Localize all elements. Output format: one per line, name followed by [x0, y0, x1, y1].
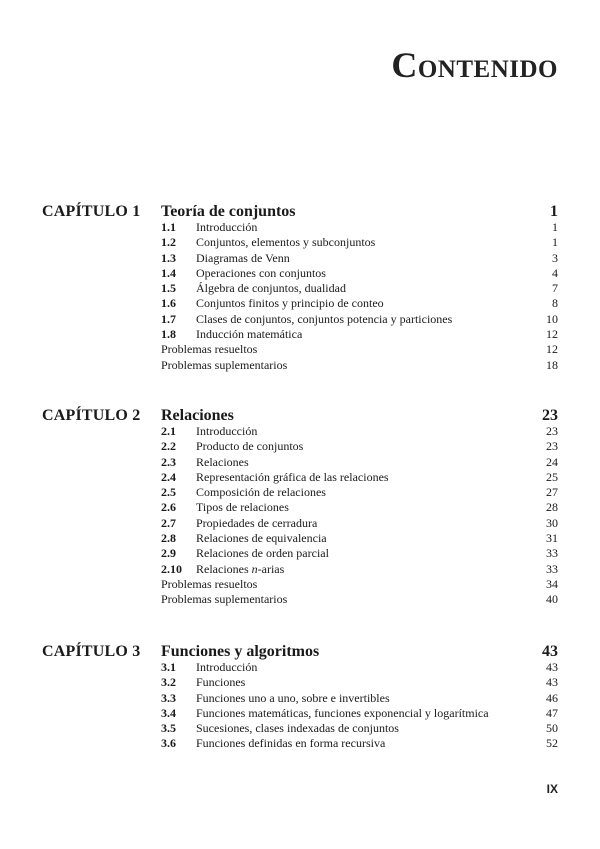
section-number: 1.7	[161, 311, 176, 326]
section-number: 2.7	[161, 515, 176, 530]
page-title: Contenido	[391, 45, 558, 85]
section-number: 2.9	[161, 546, 176, 561]
toc-entry[interactable]	[161, 691, 558, 706]
section-number: 2.2	[161, 439, 176, 454]
chapter-title: Teoría de conjuntos	[161, 203, 296, 220]
section-title: Operaciones con conjuntos	[196, 265, 326, 280]
extra-page-number: 12	[546, 342, 558, 357]
toc-entry[interactable]	[161, 266, 558, 281]
toc-entry[interactable]	[161, 660, 558, 675]
section-number: 1.3	[161, 250, 176, 265]
section-title: Representación gráfica de las relaciones	[196, 469, 389, 484]
toc-entry[interactable]	[161, 470, 558, 485]
section-page-number: 1	[552, 220, 558, 234]
section-number: 2.8	[161, 531, 176, 546]
extra-title: Problemas resueltos	[161, 342, 258, 357]
toc-extra-entry[interactable]	[161, 577, 558, 592]
section-page-number: 28	[546, 500, 558, 515]
section-page-number: 7	[552, 281, 558, 296]
toc-entry[interactable]	[161, 455, 558, 470]
section-title: Inducción matemática	[196, 327, 303, 342]
toc-extra-entry[interactable]	[161, 592, 558, 607]
page-number: IX	[546, 782, 558, 796]
section-list	[161, 424, 558, 608]
section-page-number: 47	[546, 705, 558, 720]
section-page-number: 43	[546, 675, 558, 690]
section-title: Clases de conjuntos, conjuntos potencia y particiones	[196, 311, 453, 326]
section-page-number: 25	[546, 469, 558, 484]
section-title: Sucesiones, clases indexadas de conjuntos	[196, 721, 399, 736]
section-title: Relaciones	[196, 454, 249, 469]
section-number: 1.4	[161, 265, 176, 280]
section-number: 2.4	[161, 469, 176, 484]
section-page-number: 43	[546, 660, 558, 674]
section-page-number: 23	[546, 439, 558, 454]
toc-entry[interactable]	[161, 546, 558, 561]
section-title: Composición de relaciones	[196, 485, 326, 500]
chapter-label: CAPÍTULO 2	[42, 407, 141, 424]
extra-title: Problemas resueltos	[161, 576, 258, 591]
toc-entry[interactable]	[161, 235, 558, 250]
toc-entry[interactable]	[161, 675, 558, 690]
section-number: 1.2	[161, 235, 176, 250]
section-page-number: 31	[546, 531, 558, 546]
section-page-number: 33	[546, 546, 558, 561]
section-number: 1.6	[161, 296, 176, 311]
section-page-number: 27	[546, 485, 558, 500]
section-page-number: 10	[546, 311, 558, 326]
section-title: Introducción	[196, 424, 258, 438]
toc-entry[interactable]	[161, 516, 558, 531]
section-number: 2.3	[161, 454, 176, 469]
section-title: Propiedades de cerradura	[196, 515, 318, 530]
section-list	[161, 660, 558, 752]
section-page-number: 30	[546, 515, 558, 530]
section-title: Diagramas de Venn	[196, 250, 290, 265]
section-number: 1.1	[161, 220, 176, 234]
toc-entry[interactable]	[161, 439, 558, 454]
section-title: Introducción	[196, 220, 258, 234]
section-number: 2.5	[161, 485, 176, 500]
section-page-number: 12	[546, 327, 558, 342]
section-page-number: 50	[546, 721, 558, 736]
toc-entry[interactable]	[161, 312, 558, 327]
section-number: 2.1	[161, 424, 176, 438]
toc-entry[interactable]	[161, 424, 558, 439]
toc-entry[interactable]	[161, 706, 558, 721]
toc-entry[interactable]	[161, 500, 558, 515]
section-title: Relaciones de orden parcial	[196, 546, 329, 561]
toc-entry[interactable]	[161, 562, 558, 577]
section-number: 3.3	[161, 690, 176, 705]
chapter-label: CAPÍTULO 3	[42, 643, 141, 660]
section-number: 3.2	[161, 675, 176, 690]
section-number: 2.10	[161, 561, 182, 576]
toc-entry[interactable]	[161, 296, 558, 311]
section-title: Tipos de relaciones	[196, 500, 289, 515]
extra-title: Problemas suplementarios	[161, 357, 288, 372]
toc-extra-entry[interactable]	[161, 342, 558, 357]
chapter-title: Relaciones	[161, 407, 234, 424]
section-page-number: 8	[552, 296, 558, 311]
section-title: Conjuntos, elementos y subconjuntos	[196, 235, 376, 250]
section-title: Funciones matemáticas, funciones exponencial y logarítmica	[196, 705, 489, 720]
section-number: 3.5	[161, 721, 176, 736]
toc-extra-entry[interactable]	[161, 358, 558, 373]
section-title: Conjuntos finitos y principio de conteo	[196, 296, 384, 311]
section-page-number: 23	[546, 424, 558, 438]
chapter-page-number: 1	[550, 203, 558, 220]
section-number: 3.6	[161, 736, 176, 751]
section-number: 1.5	[161, 281, 176, 296]
extra-page-number: 40	[546, 592, 558, 607]
section-title: Relaciones n-arias	[196, 561, 285, 576]
toc-entry[interactable]	[161, 251, 558, 266]
toc-entry[interactable]	[161, 531, 558, 546]
section-title: Producto de conjuntos	[196, 439, 304, 454]
section-page-number: 1	[552, 235, 558, 250]
section-page-number: 3	[552, 250, 558, 265]
section-title: Álgebra de conjuntos, dualidad	[196, 281, 346, 296]
section-title: Introducción	[196, 660, 258, 674]
section-title: Funciones definidas en forma recursiva	[196, 736, 386, 751]
section-number: 3.1	[161, 660, 176, 674]
toc-entry[interactable]	[161, 327, 558, 342]
section-page-number: 33	[546, 561, 558, 576]
chapter-page-number: 23	[542, 407, 558, 424]
extra-title: Problemas suplementarios	[161, 592, 288, 607]
chapter-title: Funciones y algoritmos	[161, 643, 320, 660]
extra-page-number: 34	[546, 576, 558, 591]
toc-entry[interactable]	[161, 281, 558, 296]
extra-page-number: 18	[546, 357, 558, 372]
chapter-page-number: 43	[542, 643, 558, 660]
section-number: 3.4	[161, 705, 176, 720]
section-number: 2.6	[161, 500, 176, 515]
section-number: 1.8	[161, 327, 176, 342]
section-page-number: 52	[546, 736, 558, 751]
section-title: Funciones uno a uno, sobre e invertibles	[196, 690, 390, 705]
toc-entry[interactable]	[161, 220, 558, 235]
section-page-number: 4	[552, 265, 558, 280]
toc-entry[interactable]	[161, 721, 558, 736]
section-title: Funciones	[196, 675, 246, 690]
section-title: Relaciones de equivalencia	[196, 531, 327, 546]
chapter-label: CAPÍTULO 1	[42, 203, 141, 220]
toc-entry[interactable]	[161, 736, 558, 751]
toc-entry[interactable]	[161, 485, 558, 500]
section-page-number: 24	[546, 454, 558, 469]
section-page-number: 46	[546, 690, 558, 705]
section-list	[161, 220, 558, 373]
